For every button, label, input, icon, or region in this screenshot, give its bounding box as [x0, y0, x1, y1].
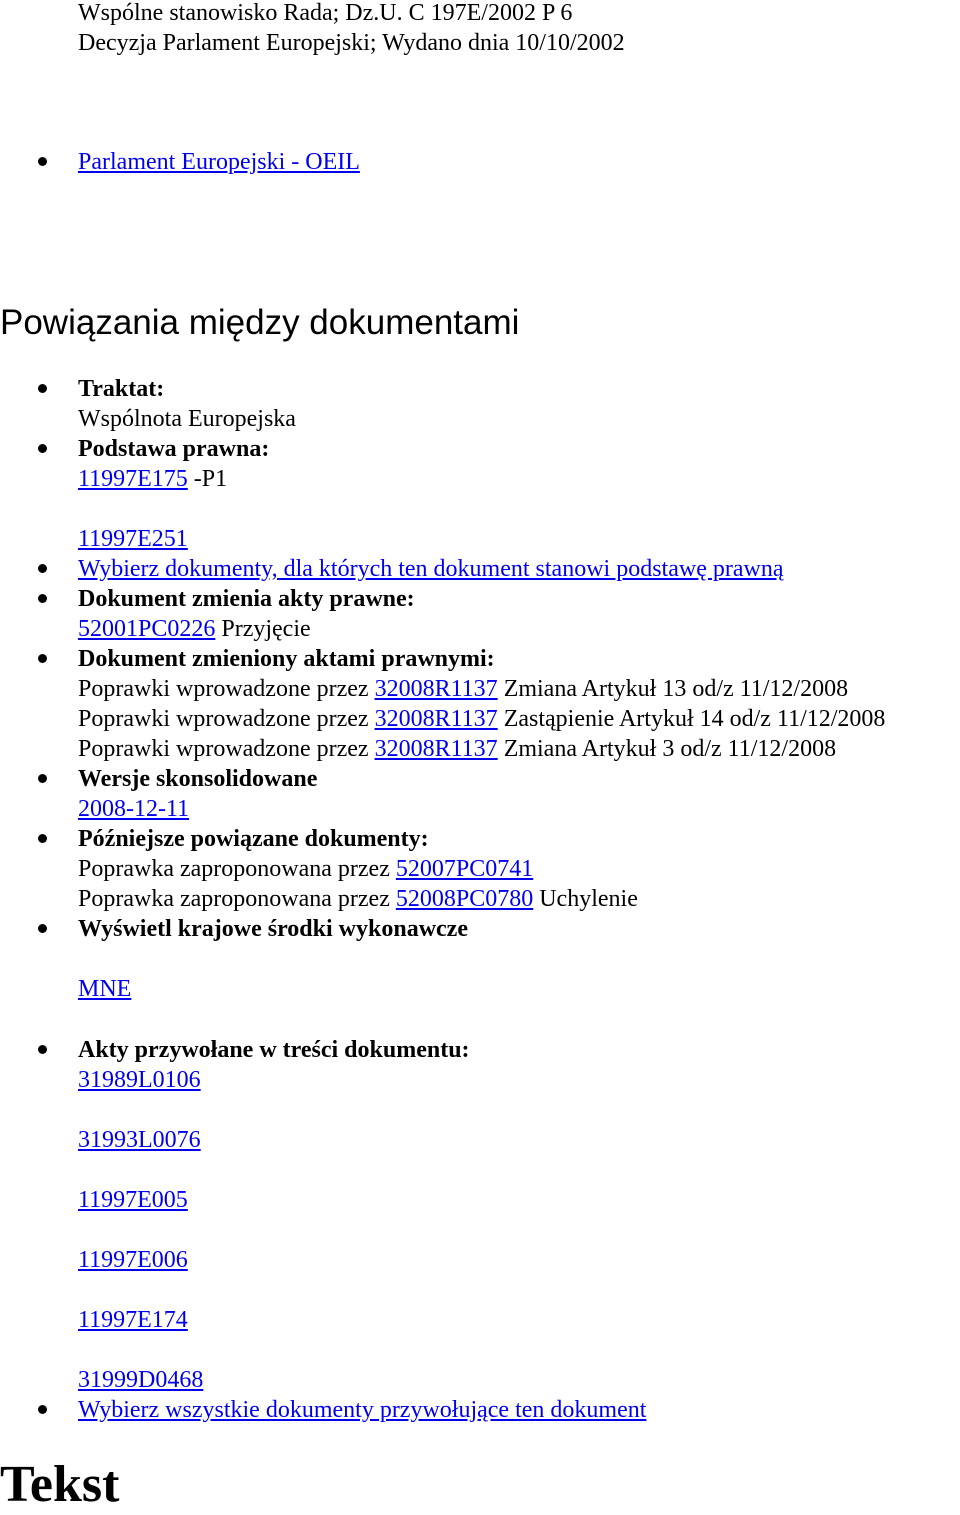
pozniejsze-link[interactable]: 52008PC0780	[395, 886, 534, 912]
bullet-icon	[38, 444, 47, 453]
bullet-icon	[38, 834, 47, 843]
bullet-icon	[38, 1405, 47, 1414]
bullet-icon	[38, 564, 47, 573]
krajowe-label: Wyświetl krajowe środki wykonawcze	[78, 916, 468, 942]
podstawa-suffix: -P1	[187, 466, 228, 492]
header-line-1: Wspólne stanowisko Rada; Dz.U. C 197E/2002 P 6	[78, 0, 573, 26]
wybierz-podstawa-link[interactable]: Wybierz dokumenty, dla których ten dokument stanowi podstawę prawną	[78, 556, 784, 582]
akty-link[interactable]: 11997E174	[78, 1307, 188, 1333]
zmieniony-link[interactable]: 32008R1137	[374, 676, 498, 702]
oeil-link[interactable]: Parlament Europejski - OEIL	[78, 149, 360, 175]
akty-link[interactable]: 31999D0468	[78, 1367, 204, 1393]
zmieniony-row	[78, 704, 885, 734]
akty-link[interactable]: 31993L0076	[78, 1127, 201, 1153]
traktat-value: Wspólnota Europejska	[78, 406, 296, 432]
zmieniony-label: Dokument zmieniony aktami prawnymi:	[78, 646, 495, 672]
bullet-icon	[38, 384, 47, 393]
akty-link[interactable]: 11997E006	[78, 1247, 188, 1273]
bottom-heading: Tekst	[0, 1456, 120, 1513]
row-prefix: Poprawka zaproponowana przez	[78, 856, 396, 882]
podstawa-link-2[interactable]: 11997E251	[78, 526, 188, 552]
wersje-link[interactable]: 2008-12-11	[78, 796, 190, 822]
row-suffix: Uchylenie	[533, 886, 638, 912]
zmieniony-link[interactable]: 32008R1137	[374, 736, 498, 762]
pozniejsze-link[interactable]: 52007PC0741	[395, 856, 534, 882]
pozniejsze-row	[78, 884, 638, 914]
zmienia-label: Dokument zmienia akty prawne:	[78, 586, 415, 612]
podstawa-link-1[interactable]: 11997E175	[78, 466, 188, 492]
akty-link[interactable]: 31989L0106	[78, 1067, 201, 1093]
zmieniony-row	[78, 674, 848, 704]
podstawa-label: Podstawa prawna:	[78, 436, 270, 462]
akty-label: Akty przywołane w treści dokumentu:	[78, 1037, 470, 1063]
bullet-icon	[38, 924, 47, 933]
pozniejsze-row	[78, 854, 533, 884]
zmieniony-link[interactable]: 32008R1137	[374, 706, 498, 732]
wersje-label: Wersje skonsolidowane	[78, 766, 318, 792]
row-prefix: Poprawka zaproponowana przez	[78, 886, 396, 912]
zmienia-suffix: Przyjęcie	[215, 616, 311, 642]
bullet-icon	[38, 774, 47, 783]
row-prefix: Poprawki wprowadzone przez	[78, 676, 375, 702]
bullet-icon	[38, 1045, 47, 1054]
akty-link[interactable]: 11997E005	[78, 1187, 188, 1213]
section-title: Powiązania między dokumentami	[0, 303, 520, 342]
wybierz-wszystkie-link[interactable]: Wybierz wszystkie dokumenty przywołujące ten dokument	[78, 1397, 647, 1423]
row-prefix: Poprawki wprowadzone przez	[78, 706, 375, 732]
bullet-icon	[38, 654, 47, 663]
row-suffix: Zastąpienie Artykuł 14 od/z 11/12/2008	[497, 706, 886, 732]
zmienia-link[interactable]: 52001PC0226	[78, 616, 216, 642]
krajowe-link[interactable]: MNE	[78, 976, 132, 1002]
bullet-icon	[38, 594, 47, 603]
zmieniony-row	[78, 734, 836, 764]
row-suffix: Zmiana Artykuł 13 od/z 11/12/2008	[497, 676, 849, 702]
traktat-label: Traktat:	[78, 376, 165, 402]
pozniejsze-label: Późniejsze powiązane dokumenty:	[78, 826, 429, 852]
header-line-2: Decyzja Parlament Europejski; Wydano dnia 10/10/2002	[78, 30, 625, 56]
row-prefix: Poprawki wprowadzone przez	[78, 736, 375, 762]
row-suffix: Zmiana Artykuł 3 od/z 11/12/2008	[497, 736, 837, 762]
bullet-icon	[38, 157, 47, 166]
